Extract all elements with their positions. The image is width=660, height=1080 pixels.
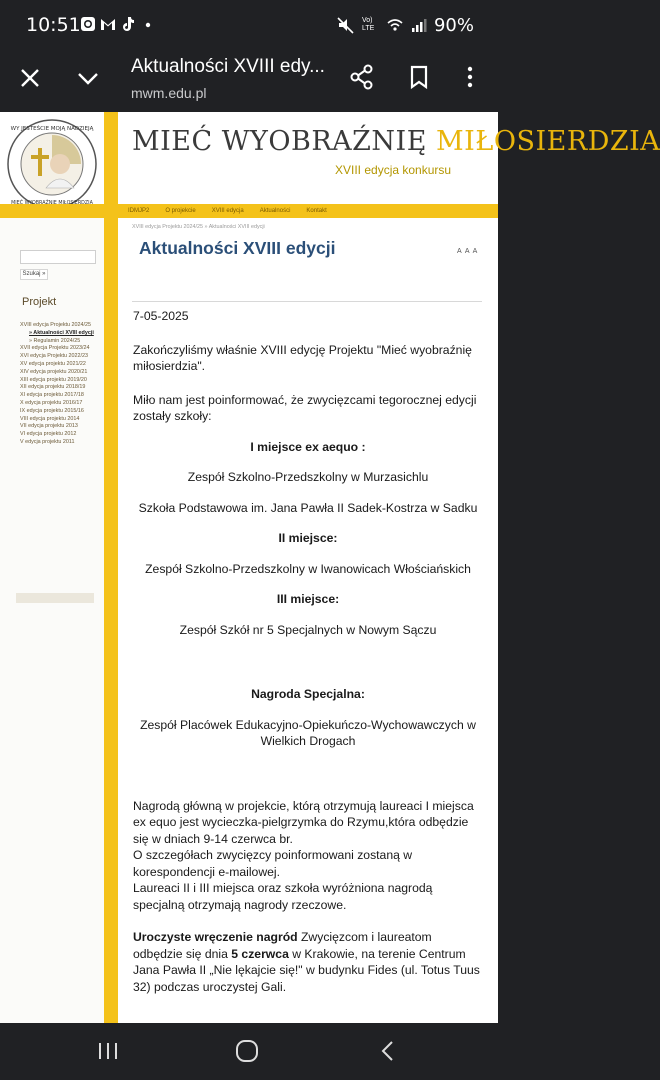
- notification-icons: [80, 16, 156, 32]
- share-icon[interactable]: [348, 63, 376, 91]
- sidebar-item[interactable]: VIII edycja projektu 2014: [20, 415, 80, 422]
- browser-toolbar: [0, 52, 498, 112]
- sidebar-item[interactable]: XIV edycja projektu 2020/21: [20, 368, 88, 375]
- sidebar-heading: Projekt: [22, 296, 57, 308]
- sidebar-item[interactable]: V edycja projektu 2011: [20, 438, 75, 445]
- winners-intro: Miło nam jest poinformować, że zwycięzcami tegorocznej edycji zostały szkoły:: [133, 392, 477, 423]
- sidebar-item[interactable]: » Regulamin 2024/25: [29, 337, 81, 344]
- place1-heading: I miejsce ex aequo :: [250, 439, 366, 454]
- place2-heading: II miejsce:: [278, 531, 338, 545]
- search-button[interactable]: Szukaj »: [20, 269, 48, 280]
- site-title-part2: MIŁOSIERDZIA: [436, 126, 660, 157]
- status-time: 10:51: [26, 14, 81, 36]
- nav-item-kontakt[interactable]: Kontakt: [306, 208, 327, 214]
- heading-divider: [132, 301, 482, 302]
- site-logo[interactable]: [6, 118, 98, 210]
- site-title-part1: MIEĆ WYOBRAŹNIĘ: [132, 126, 427, 157]
- prize-paragraph-3: Laureaci II i III miejsca oraz szkoła wyróżniona nagrodą specjalną otrzymają nagrody rzeczowe.: [133, 881, 433, 912]
- bookmark-icon[interactable]: [406, 63, 432, 91]
- sidebar-list: [20, 322, 100, 447]
- status-indicators: [336, 14, 474, 36]
- battery-percent: 90%: [433, 14, 474, 36]
- place1-school-a: Zespół Szkolno-Przedszkolny w Murzasichlu: [187, 470, 429, 484]
- breadcrumb[interactable]: XVIII edycja Projektu 2024/25 » Aktualności XVIII edycji: [132, 224, 265, 230]
- more-menu-icon[interactable]: [460, 63, 480, 91]
- sidebar-item[interactable]: XV edycja projektu 2021/22: [20, 360, 86, 367]
- tiktok-icon: [120, 16, 136, 32]
- sidebar-item[interactable]: XI edycja projektu 2017/18: [20, 392, 84, 399]
- article-date: 7-05-2025: [133, 309, 189, 323]
- yellow-divider-vertical: [104, 112, 118, 1023]
- status-bar: [0, 0, 498, 52]
- sidebar-item[interactable]: VI edycja projektu 2012: [20, 431, 77, 438]
- gmail-icon: [100, 16, 116, 32]
- mute-icon: [336, 14, 356, 36]
- web-page: [0, 112, 660, 1023]
- sidebar-item[interactable]: XII edycja projektu 2018/19: [20, 384, 86, 391]
- recent-apps-icon[interactable]: [97, 1041, 119, 1061]
- wifi-calling-icon: [386, 16, 404, 34]
- sidebar-item[interactable]: » Aktualności XVIII edycji: [29, 329, 94, 336]
- sidebar-item[interactable]: IX edycja projektu 2015/16: [20, 407, 84, 414]
- site-title[interactable]: [132, 126, 660, 157]
- close-icon[interactable]: [16, 64, 44, 92]
- ceremony-bold: Uroczyste wręczenie nagród: [133, 930, 298, 944]
- system-nav-bar: [0, 1023, 498, 1080]
- svg-text:WY JESTEŚCIE MOJĄ NADZIEJĄ: WY JESTEŚCIE MOJĄ NADZIEJĄ: [10, 126, 94, 132]
- signal-icon: [410, 16, 428, 34]
- intro-paragraph: Zakończyliśmy właśnie XVIII edycję Projektu "Mieć wyobraźnię miłosierdzia".: [133, 342, 472, 373]
- article-content: [133, 308, 483, 995]
- sidebar-item[interactable]: XVII edycja Projektu 2023/24: [20, 345, 90, 352]
- nav-item-aktualnosci[interactable]: Aktualności: [259, 208, 291, 214]
- prize-paragraph-2: O szczegółach zwycięzcy poinformowani zostaną w korespondencji e-mailowej.: [133, 848, 413, 879]
- place3-school: Zespół Szkół nr 5 Specjalnych w Nowym Sączu: [179, 622, 437, 637]
- chevron-down-icon[interactable]: [74, 64, 102, 92]
- place3-heading: III miejsce:: [276, 592, 340, 606]
- dot-icon: [140, 16, 156, 32]
- sidebar-item[interactable]: XIII edycja projektu 2019/20: [20, 376, 87, 383]
- ceremony-text-2: w Krakowie, na terenie Centrum Jana Pawła II „Nie lękajcie się!" w budynku Fides (ul. Totus Tuus 32) podczas uroczystej Gali.: [133, 946, 480, 994]
- sidebar-item[interactable]: VII edycja projektu 2013: [20, 423, 78, 430]
- ceremony-date: 5 czerwca: [231, 946, 289, 961]
- nav-item-idmjp2[interactable]: IDMJP2: [128, 208, 150, 214]
- nav-item-o-projekcie[interactable]: O projekcie: [165, 208, 196, 214]
- network-type: Vo) LTE: [361, 17, 375, 32]
- search-input[interactable]: [20, 250, 96, 264]
- font-size-buttons[interactable]: A A A: [457, 248, 479, 255]
- ceremony-paragraph: [133, 929, 483, 995]
- whatsapp-icon: [80, 16, 96, 32]
- special-heading: Nagroda Specjalna:: [251, 687, 365, 701]
- sidebar-footer-bar: [16, 593, 94, 603]
- sidebar-item[interactable]: XVIII edycja Projektu 2024/25: [20, 322, 92, 328]
- page-heading: Aktualności XVIII edycji: [139, 238, 336, 258]
- home-icon[interactable]: [235, 1039, 259, 1063]
- ceremony-text-1: Zwycięzcom i laureatom odbędzie się dnia: [133, 930, 432, 961]
- place1-school-b: Szkoła Podstawowa im. Jana Pawła II Sadek-Kostrza w Sadku: [138, 500, 478, 515]
- site-subtitle: XVIII edycja konkursu: [335, 163, 452, 177]
- page-title[interactable]: Aktualności XVIII edy...: [131, 56, 325, 77]
- sidebar-item[interactable]: X edycja projektu 2016/17: [20, 399, 83, 406]
- prize-paragraph-1: Nagrodą główną w projekcie, którą otrzymują laureaci I miejsca ex equo jest wycieczka-pielgrzymka do Rzymu,która odbędzie się w dniach 9-14 czerwca br.: [133, 798, 474, 846]
- special-school: Zespół Placówek Edukacyjno-Opiekuńczo-Wychowawczych w Wielkich Drogach: [140, 717, 476, 748]
- main-nav: [118, 204, 498, 218]
- nav-item-xviii-edycja[interactable]: XVIII edycja: [211, 208, 244, 214]
- site-banner: [0, 112, 660, 206]
- sidebar-item[interactable]: XVI edycja Projektu 2022/23: [20, 353, 89, 360]
- place2-school: Zespół Szkolno-Przedszkolny w Iwanowicach Włościańskich: [145, 561, 471, 576]
- page-url[interactable]: mwm.edu.pl: [131, 85, 207, 101]
- back-icon[interactable]: [378, 1040, 398, 1062]
